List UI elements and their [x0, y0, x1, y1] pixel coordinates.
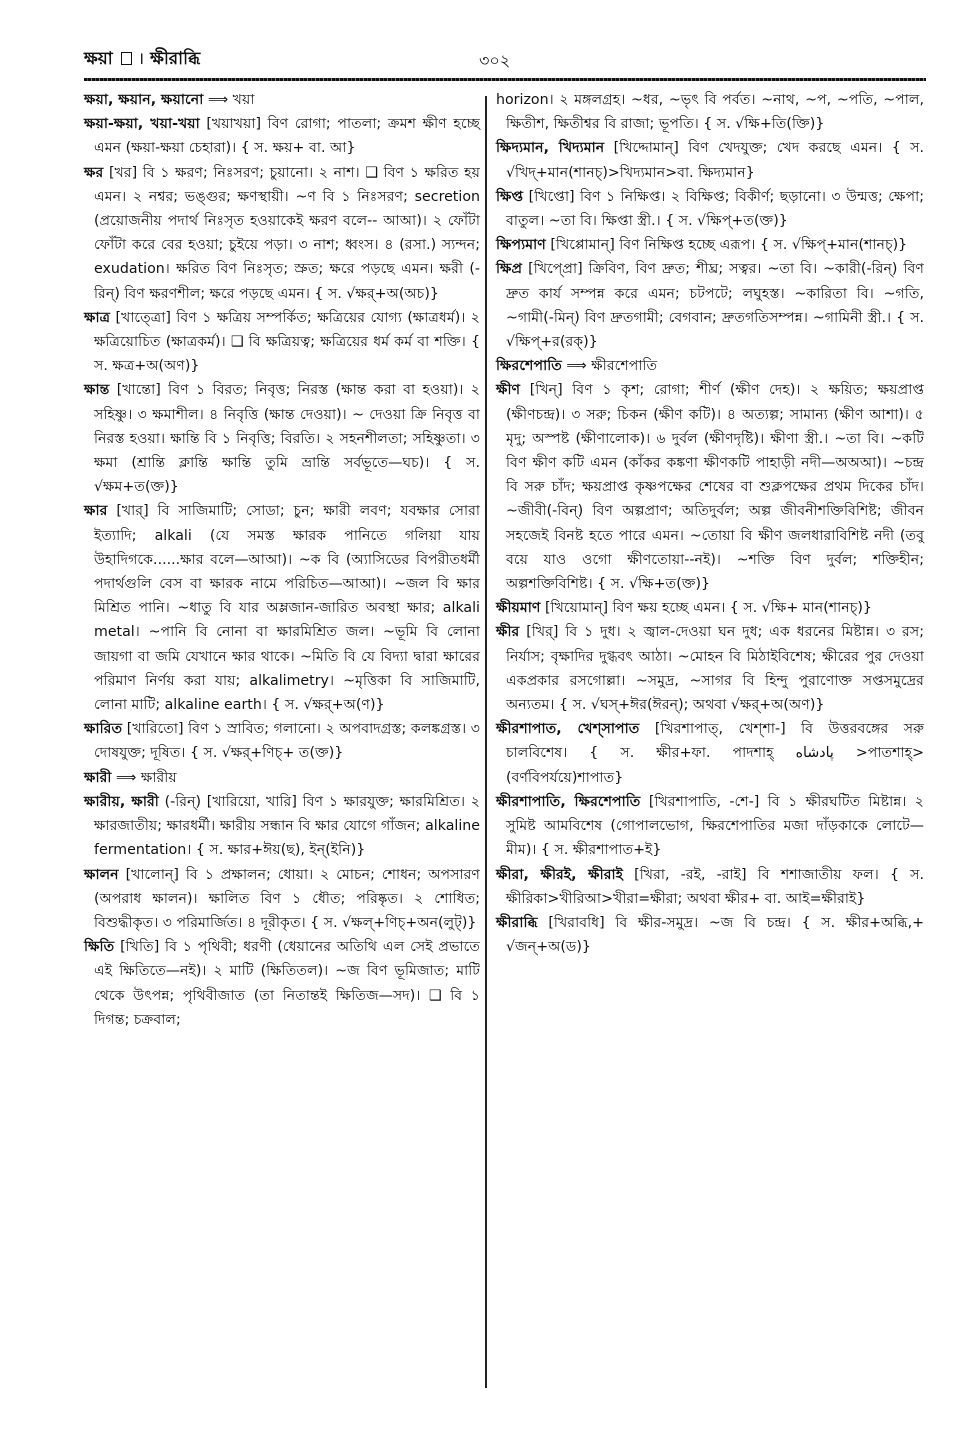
entry-headword: ক্ষিপ্যমাণ [496, 237, 546, 254]
entry-headword: ক্ষীয়মাণ [496, 600, 541, 617]
dictionary-entry [496, 620, 924, 717]
header-guide-words [84, 46, 200, 74]
entry-definition: [খাত্ত্রো] বিণ ১ ক্ষত্রিয় সম্পর্কিত; ক্ষত্রিয়ের যোগ্য (ক্ষাত্রধর্ম)। ২ ক্ষত্রিয়োচিত (ক্ষাত্রকর্ম)। ❑ বি ক্ষত্রিয়ত্ব; ক্ষত্রিয়ের ধর্ম কর্ম বা শক্তি। { স. ক্ষত্র+অ(অণ)} [94, 309, 480, 375]
entry-headword: ক্ষীরাব্ধি [496, 914, 538, 931]
entry-definition: [খিতি] বি ১ পৃথিবী; ধরণী (ধেয়ানের অতিথি এল সেই প্রভাতে এই ক্ষিতিতে—নই)। ২ মাটি (ক্ষিতিতল)। ~জ বিণ ভূমিজাত; মাটি থেকে উৎপন্ন; পৃথিবীজাত (তা নিতান্তই ক্ষিতিজ—সদ)। ❑ বি ১ দিগন্ত; চক্রবাল; [94, 939, 481, 1028]
entry-headword: ক্ষিদ্যমান, খিদ্যমান [496, 140, 605, 157]
entry-headword: ক্ষর [84, 164, 104, 181]
entry-definition: ⟹ ক্ষারীয় [116, 769, 177, 786]
entry-headword: ক্ষীরশাপাতি, ক্ষিরশেপাতি [496, 793, 641, 810]
dictionary-entry [496, 717, 924, 790]
entry-definition: [খয়াখয়া] বিণ রোগা; পাতলা; ক্রমশ ক্ষীণ হচ্ছে এমন (ক্ষয়া-ক্ষয়া চেহারা)। { স. ক্ষয়+ বা. আ} [94, 116, 480, 157]
entry-headword: ক্ষীর [496, 624, 520, 641]
dictionary-entry [84, 766, 480, 790]
entry-definition: [খালোন্] বি ১ প্রক্ষালন; ধোয়া। ২ মোচন; শোধন; অপসারণ (অপরাধ ক্ষালন)। ক্ষালিত বিণ ১ ধৌত; পরিষ্কৃত। ২ শোধিত; বিশুদ্ধীকৃত। ৩ পরিমার্জিত। ৪ দূরীকৃত। { স. √ক্ষল্+ণিচ্+অন(লুট্)} [94, 866, 480, 931]
entry-definition: [খিপ্প্রো] ক্রিবিণ, বিণ দ্রুত; শীঘ্র; সত্বর। ~তা বি। ~কারী(-রিন্) বিণ দ্রুত কার্য সম্পন্ন করে এমন; চটপটে; লঘুহস্ত। ~কারিতা বি। ~গতি, ~গামী(-মিন্) বিণ দ্রুতগামী; বেগবান; দ্রুতগতিসম্পন্ন। ~গামিনী স্ত্রী.। { স. √ক্ষিপ্+র(রক্)} [506, 261, 924, 351]
entry-headword: ক্ষিপ্ত [496, 188, 524, 205]
entry-headword: ক্ষারীয়, ক্ষারী [84, 793, 159, 810]
entry-definition: horizon। ২ মঙ্গলগ্রহ। ~ধর, ~ভৃৎ বি পর্বত। ~নাথ, ~প, ~পতি, ~পাল, ক্ষিতীশ, ক্ষিতীশ্বর বি রাজা; ভূপতি। { স. √ক্ষি+তি(ক্তি)} [496, 92, 924, 133]
entry-definition: [খার্] বি সাজিমাটি; সোডা; চুন; ক্ষারী লবণ; যবক্ষার সোরা ইত্যাদি; alkali (যে সমস্ত ক্ষারক পানিতে গলিয়া যায় উহাদিগকে......ক্ষার বলে—আআ)। ~ক বি (অ্যাসিডের বিপরীতধর্মী পদার্থগুলি বেস বা ক্ষারক নামে পরিচিত—আআ)। ~জল বি ক্ষার মিশ্রিত পানি। ~ধাতু বি যার অম্লজান-জারিত অবস্থা ক্ষার; alkali metal। ~পানি বি নোনা বা ক্ষারমিশ্রিত জল। ~ভূমি বি লোনা জায়গা বা জমি যেখানে ক্ষার থাকে। ~মিতি বি যে বিদ্যা দ্বারা ক্ষারের পরিমাণ নির্ণয় করা যায়; alkalimetry। ~মৃত্তিকা বি সাজিমাটি, লোনা মাটি; alkaline earth। { স. √ক্ষর্+অ(ণ)} [94, 503, 481, 714]
dictionary-entry [496, 863, 924, 911]
entry-definition: [খিরশাপাত্, খেশ্শা-] বি উত্তরবঙ্গের সরু চালবিশেষ। { স. ক্ষীর+ফা. পাদশাহ্ پادشاه >পাতশাহ্>(বর্ণবিপর্যয়ে)শাপাত} [506, 721, 924, 786]
entry-headword: ক্ষার [84, 503, 108, 520]
entry-headword: ক্ষীরা, ক্ষীরই, ক্ষীরাই [496, 866, 624, 883]
entry-headword: ক্ষান্ত [84, 382, 110, 399]
entry-definition: ⟹ খয়া [207, 92, 255, 108]
dictionary-entry [84, 790, 480, 863]
entry-definition: [খির্] বি ১ দুধ। ২ জ্বাল-দেওয়া ঘন দুধ; এক ধরনের মিষ্টান্ন। ৩ রস; নির্যাস; বৃক্ষাদির দুগ্ধবৎ আঠা। ~মোহন বি মিঠাইবিশেষ; ক্ষীরের পুর দেওয়া একপ্রকার রসগোল্লা। ~সমুদ্র, ~সাগর বি হিন্দু পুরাণোক্ত সপ্তসমুদ্রের অন্যতম। { স. √ঘস্+ঈর(ঈরন্); অথবা √ক্ষর্+অ(অণ)} [506, 624, 924, 714]
entry-definition: [খিয়োমান্] বিণ ক্ষয় হচ্ছে এমন। { স. √ক্ষি+ মান(শানচ্)} [545, 600, 872, 617]
running-header [84, 46, 926, 76]
dictionary-entry [84, 161, 480, 306]
entry-headword: ক্ষিপ্র [496, 261, 523, 278]
entry-definition: ⟹ ক্ষীরশেপাতি [566, 358, 658, 375]
entry-definition: [খিরশাপাতি, -শে-] বি ১ ক্ষীরঘটিত মিষ্টান্ন। ২ সুমিষ্ট আমবিশেষ (গোপালভোগ, ক্ষিরশেপাতির মজা দাঁড়কাকে লোটে—মীম)। { স. ক্ষীরশাপাত+ই} [506, 793, 924, 859]
dictionary-entry [496, 911, 924, 959]
entry-definition: [খর] বি ১ ক্ষরণ; নিঃসরণ; চুয়ানো। ২ নাশ। ❑ বিণ ১ ক্ষরিত হয় এমন। ২ নশ্বর; ভঙ্গুর; ক্ষণস্থায়ী। ~ণ বি ১ নিঃসরণ; secretion (প্রয়োজনীয় পদার্থ নিঃসৃত হওয়াকেই ক্ষরণ বলে-- আআ)। ২ ফোঁটা ফোঁটা করে বের হওয়া; চুইয়ে পড়া। ৩ নাশ; ধ্বংস। ৪ (রসা.) স্যন্দন; exudation। ক্ষরিত বিণ নিঃসৃত; স্রুত; ক্ষরে পড়ছে এমন। ক্ষরী (-রিন্) বিণ ক্ষরণশীল; ক্ষরে পড়ছে এমন। { স. √ক্ষর্+অ(অচ)} [94, 164, 480, 302]
header-box-glyph [121, 52, 132, 65]
header-last-word: ক্ষীরাব্ধি [150, 49, 201, 69]
entry-definition: [খিদ্দোমান্] বিণ খেদযুক্ত; খেদ করছে এমন। { স. √খিদ্+মান(শানচ্)>খিদ্যমান>বা. ক্ষিদ্যমান} [506, 140, 924, 181]
entry-headword: ক্ষারিত [84, 721, 123, 738]
entry-headword: ক্ষীণ [496, 382, 521, 399]
entry-definition: [খিরাবধি] বি ক্ষীর-সমুদ্র। ~জ বি চন্দ্র। { স. ক্ষীর+অব্ধি,+ √জন্+অ(ড)} [506, 914, 924, 956]
entry-headword: ক্ষাত্র [84, 309, 111, 326]
dictionary-entry [496, 257, 924, 354]
dictionary-entry [496, 233, 924, 257]
column-divider [485, 96, 487, 1388]
entry-headword: ক্ষারী [84, 769, 112, 786]
entry-headword: ক্ষালন [84, 866, 119, 883]
entry-headword: ক্ষয়া-ক্ষয়া, খয়া-খয়া [84, 116, 200, 133]
entry-definition: [খিন্] বিণ ১ কৃশ; রোগা; শীর্ণ (ক্ষীণ দেহ)। ২ ক্ষয়িত; ক্ষয়প্রাপ্ত (ক্ষীণচন্দ্র)। ৩ সরু; চিকন (ক্ষীণ কটি)। ৪ অত্যল্প; সামান্য (ক্ষীণ আশা)। ৫ মৃদু; অস্পষ্ট (ক্ষীণালোক)। ৬ দুর্বল (ক্ষীণদৃষ্টি)। ক্ষীণা স্ত্রী.। ~তা বি। ~কটি বিণ ক্ষীণ কটি এমন (কাঁকর কঙ্কণা ক্ষীণকটি পাহাড়ী নদী—অঅআ)। ~চন্দ্র বি সরু চাঁদ; ক্ষয়প্রাপ্ত কৃষ্ণপক্ষের শেষের বা শুক্লপক্ষের প্রথম দিকের চাঁদ। ~জীবী(-বিন্) বিণ অল্পপ্রাণ; অতিদুর্বল; অল্প জীবনীশক্তিবিশিষ্ট; জীবন সহজেই বিনষ্ট হতে পারে এমন। ~তোয়া বি ক্ষীণ জলধারাবিশিষ্ট নদী (তবু বয়ে যাও ওগো ক্ষীণতোয়া--নই)। ~শক্তি বিণ দুর্বল; শক্তিহীন; অল্পশক্তিবিশিষ্ট। { স. √ক্ষি+ত(ক্ত)} [506, 382, 924, 593]
dictionary-entry [84, 306, 480, 379]
entry-definition: [খিরা, -রই, -রাই] বি শশাজাতীয় ফল। { স. ক্ষীরিকা>খীরিআ>খীরা=ক্ষীরা; অথবা ক্ষীর+ বা. আই=ক্ষীরাই} [506, 866, 925, 907]
entry-headword: ক্ষীরশাপাত, খেশ্সাপাত [496, 721, 640, 738]
dictionary-entry [84, 112, 480, 160]
right-column [496, 88, 924, 959]
header-rule [84, 78, 926, 81]
entry-headword: ক্ষিরশেপাতি [496, 358, 562, 375]
dictionary-entry [496, 185, 924, 233]
entry-headword: ক্ষিতি [84, 939, 115, 956]
dictionary-entry [84, 499, 480, 717]
dictionary-entry [84, 935, 480, 1032]
header-first-word: ক্ষয়া [84, 49, 113, 69]
entry-definition: [খিপ্পোমান্] বিণ নিক্ষিপ্ত হচ্ছে এরূপ। { স. √ক্ষিপ্+মান(শানচ্)} [550, 237, 908, 254]
entry-definition: (-রিন্) [খারিয়ো, খারি] বিণ ১ ক্ষারযুক্ত; ক্ষারমিশ্রিত। ২ ক্ষারজাতীয়; ক্ষারধর্মী। ক্ষারীয় সন্ধান বি ক্ষার যোগে গাঁজন; alkaline fermentation। { স. ক্ষার+ঈয়(ছ), ইন্(ইনি)} [94, 793, 480, 859]
dictionary-entry [496, 88, 924, 136]
dictionary-entry [84, 717, 480, 765]
dictionary-entry [84, 863, 480, 936]
left-column [84, 88, 480, 1032]
entry-definition: [খারিতো] বিণ ১ স্রাবিত; গলানো। ২ অপবাদগ্রস্ত; কলঙ্কগ্রস্ত। ৩ দোষযুক্ত; দূষিত। { স. √ক্ষর্+ণিচ্+ ত(ক্ত)} [94, 721, 480, 762]
dictionary-entry [84, 378, 480, 499]
dictionary-entry [496, 354, 924, 378]
dictionary-entry [496, 378, 924, 596]
entry-definition: [খিপ্তো] বিণ ১ নিক্ষিপ্ত। ২ বিক্ষিপ্ত; বিকীর্ণ; ছড়ানো। ৩ উন্মত্ত; ক্ষেপা; বাতুল। ~তা বি। ক্ষিপ্তা স্ত্রী.। { স. √ক্ষিপ্+ত(ক্ত)} [506, 188, 924, 230]
entry-definition: [খান্তো] বিণ ১ বিরত; নিবৃত্ত; নিরস্ত (ক্ষান্ত করা বা হওয়া)। ২ সহিষ্ণু। ৩ ক্ষমাশীল। ৪ নিবৃত্তি (ক্ষান্ত দেওয়া)। ~ দেওয়া ক্রি নিবৃত্ত বা নিরস্ত হওয়া। ক্ষান্তি বি ১ নিবৃত্তি; বিরতি। ২ সহনশীলতা; সহিষ্ণুতা। ৩ ক্ষমা (শ্রান্তি ক্লান্তি ক্ষান্তি তুমি ভ্রান্তি সর্বভূতে—ঘচ)। { স. √ক্ষম+ত(ক্ত)} [94, 382, 480, 496]
page-number: ৩০২ [479, 51, 511, 70]
dictionary-entry [496, 136, 924, 184]
entry-headword: ক্ষয়া, ক্ষয়ান, ক্ষয়ানো [84, 92, 204, 108]
header-separator: । [137, 49, 145, 69]
dictionary-entry [496, 790, 924, 863]
dictionary-entry [84, 88, 480, 112]
dictionary-entry [496, 596, 924, 620]
